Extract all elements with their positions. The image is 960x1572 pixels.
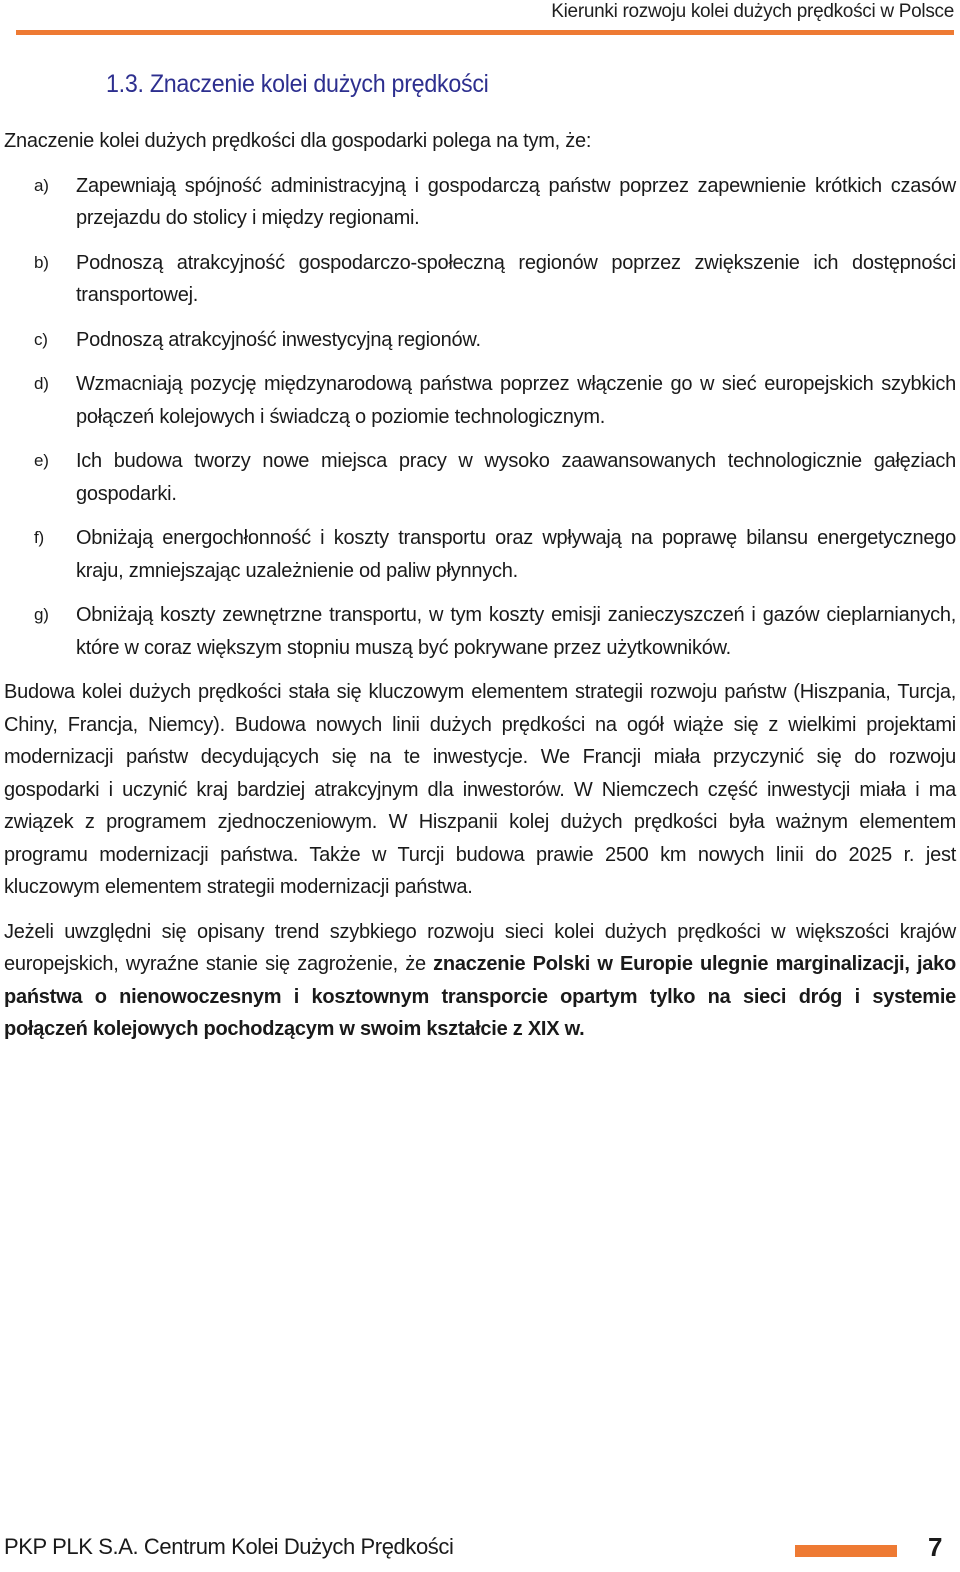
list-item — [4, 170, 956, 235]
list-marker: g) — [34, 605, 49, 624]
list-item — [4, 368, 956, 433]
paragraph-2-emphasis: znaczenie Polski w Europie ulegnie marginalizacji, jako państwa o nienowoczesnym i kosztownym transporcie opartym tylko na sieci dróg i systemie połączeń kolejowych pochodzącym w swoim kształcie z XIX w. — [4, 953, 956, 1040]
footer-organization: PKP PLK S.A. Centrum Kolei Dużych Prędkości — [4, 1534, 454, 1559]
list-item — [4, 522, 956, 587]
paragraph-2-text: Jeżeli uwzględni się opisany trend szybkiego rozwoju sieci kolei dużych prędkości w większości krajów europejskich, wyraźne stanie się zagrożenie, że — [4, 920, 956, 975]
list-marker: f) — [34, 528, 44, 547]
section-heading: 1.3. Znaczenie kolei dużych prędkości — [106, 70, 489, 98]
list-item-text: Podnoszą atrakcyjność inwestycyjną regionów. — [76, 328, 481, 351]
list-item — [4, 599, 956, 664]
header-rule — [16, 30, 954, 35]
intro-paragraph: Znaczenie kolei dużych prędkości dla gospodarki polega na tym, że: — [4, 130, 592, 152]
list-marker: e) — [34, 451, 49, 470]
list-item-text: Zapewniają spójność administracyjną i gospodarczą państw poprzez zapewnienie krótkich czasów przejazdu do stolicy i między regionami. — [76, 174, 956, 229]
document-body — [4, 125, 956, 1058]
footer-accent-bar — [795, 1545, 897, 1557]
body-paragraph-1: Budowa kolei dużych prędkości stała się kluczowym elementem strategii rozwoju państw (Hiszpania, Turcja, Chiny, Francja, Niemcy). Budowa nowych linii dużych prędkości na ogół wiąże się z wielkimi projektami modernizacji państw decydujących się na te inwestycje. We Francji miała przyczynić się do rozwoju gospodarki i uczynić kraj bardziej atrakcyjnym dla inwestorów. W Niemczech część inwestycji miała i ma związek z programem zjednoczeniowym. W Hiszpanii kolej dużych prędkości była ważnym elementem programu modernizacji państwa. Także w Turcji budowa prawie 2500 km nowych linii do 2025 r. jest kluczowym elementem strategii modernizacji państwa. — [4, 681, 956, 898]
page-footer — [0, 1532, 960, 1572]
benefits-list — [4, 170, 956, 665]
list-item-text: Wzmacniają pozycję międzynarodową państwa poprzez włączenie go w sieć europejskich szybkich połączeń kolejowych i świadczą o poziomie technologicznym. — [76, 373, 956, 428]
list-item — [4, 247, 956, 312]
list-item-text: Podnoszą atrakcyjność gospodarczo-społeczną regionów poprzez zwiększenie ich dostępności transportowej. — [76, 251, 956, 306]
list-item — [4, 324, 956, 357]
list-marker: a) — [34, 175, 49, 195]
body-paragraph-2 — [4, 916, 956, 1046]
list-marker: b) — [34, 252, 49, 272]
list-item — [4, 445, 956, 510]
page-header — [0, 0, 960, 40]
page-number: 7 — [928, 1532, 943, 1562]
list-item-text: Obniżają koszty zewnętrzne transportu, w tym koszty emisji zanieczyszczeń i gazów cieplarnianych, które w coraz większym stopniu muszą być pokrywane przez użytkowników. — [76, 604, 956, 659]
list-item-text: Obniżają energochłonność i koszty transportu oraz wpływają na poprawę bilansu energetycznego kraju, zmniejszając uzależnienie od paliw płynnych. — [76, 527, 956, 582]
list-marker: d) — [34, 374, 49, 393]
list-marker: c) — [34, 329, 48, 349]
running-title: Kierunki rozwoju kolei dużych prędkości w Polsce — [551, 1, 954, 22]
list-item-text: Ich budowa tworzy nowe miejsca pracy w wysoko zaawansowanych technologicznie gałęziach gospodarki. — [76, 450, 956, 505]
